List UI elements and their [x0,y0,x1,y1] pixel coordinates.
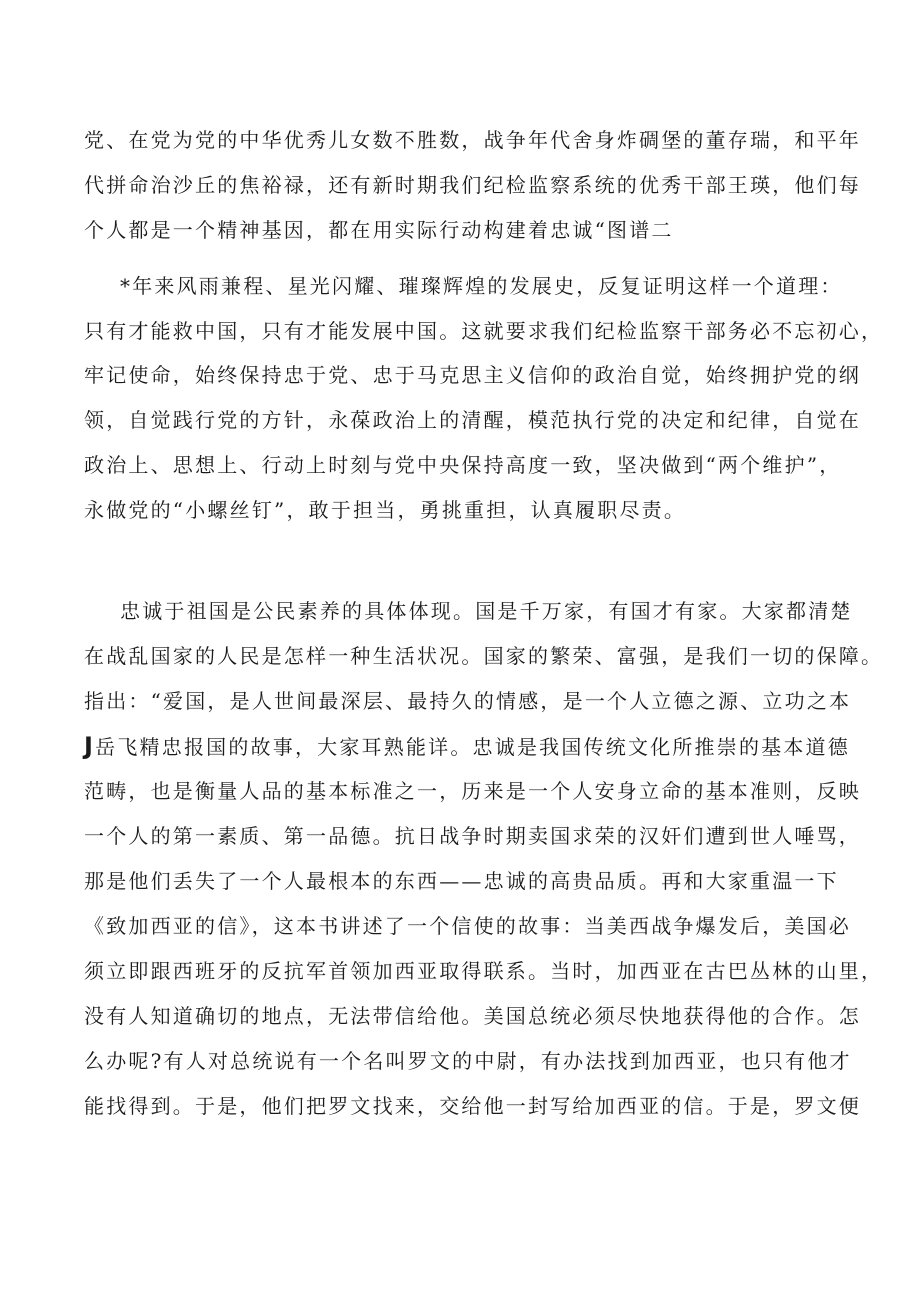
text-line: 领，自觉践行党的方针，永葆政治上的清醒，模范执行党的决定和纪律，自觉在 [84,408,861,432]
text-line: 指出：“爱国，是人世间最深层、最持久的情感，是一个人立德之源、立功之本 [84,689,852,713]
text-line: 范畴，也是衡量人品的基本标准之一，历来是一个人安身立命的基本准则，反映 [84,779,861,803]
text-line: 须立即跟西班牙的反抗军首领加西亚取得联系。当时，加西亚在古巴丛林的山里， [84,959,884,983]
text-line: 个人都是一个精神基因，都在用实际行动构建着忠诚“图谱二 [84,218,674,242]
text-line: 忠诚于祖国是公民素养的具体体现。国是千万家，有国才有家。大家都清楚 [120,599,853,623]
text-line [84,732,850,761]
text-line-content: 岳飞精忠报国的故事，大家耳熟能详。忠诚是我国传统文化所推崇的基本道德 [95,735,850,759]
text-line: 一个人的第一素质、第一品德。抗日战争时期卖国求荣的汉奸们遭到世人唾骂， [84,824,861,848]
line-prefix-glyph: J [84,732,96,760]
text-line: 没有人知道确切的地点，无法带信给他。美国总统必须尽快地获得他的合作。怎 [84,1004,861,1028]
text-line: 能找得到。于是，他们把罗文找来，交给他一封写给加西亚的信。于是，罗文便 [84,1094,861,1118]
text-line: 在战乱国家的人民是怎样一种生活状况。国家的繁荣、富强，是我们一切的保障。 [84,644,884,668]
text-line: 政治上、思想上、行动上时刻与党中央保持高度一致，坚决做到“两个维护”， [84,453,842,477]
text-line: 那是他们丢失了一个人最根本的东西——忠诚的高贵品质。再和大家重温一下 [84,869,839,893]
text-line: 牢记使命，始终保持忠于党、忠于马克思主义信仰的政治自觉，始终拥护党的纲 [84,363,861,387]
text-line: 党、在党为党的中华优秀儿女数不胜数，战争年代舍身炸碉堡的董存瑞，和平年 [84,128,861,152]
text-line: 《致加西亚的信》，这本书讲述了一个信使的故事：当美西战争爆发后，美国必 [84,914,851,938]
text-line: 么办呢?有人对总统说有一个名叫罗文的中尉，有办法找到加西亚，也只有他才 [84,1049,852,1073]
text-line: 只有才能救中国，只有才能发展中国。这就要求我们纪检监察干部务必不忘初心， [84,319,884,343]
text-line: *年来风雨兼程、星光闪耀、璀璨辉煌的发展史，反复证明这样一个道理： [120,274,843,298]
text-line: 永做党的“小螺丝钉”，敢于担当，勇挑重担，认真履职尽责。 [84,498,687,522]
text-line: 代拼命治沙丘的焦裕禄，还有新时期我们纪检监察系统的优秀干部王瑛，他们每 [84,173,861,197]
